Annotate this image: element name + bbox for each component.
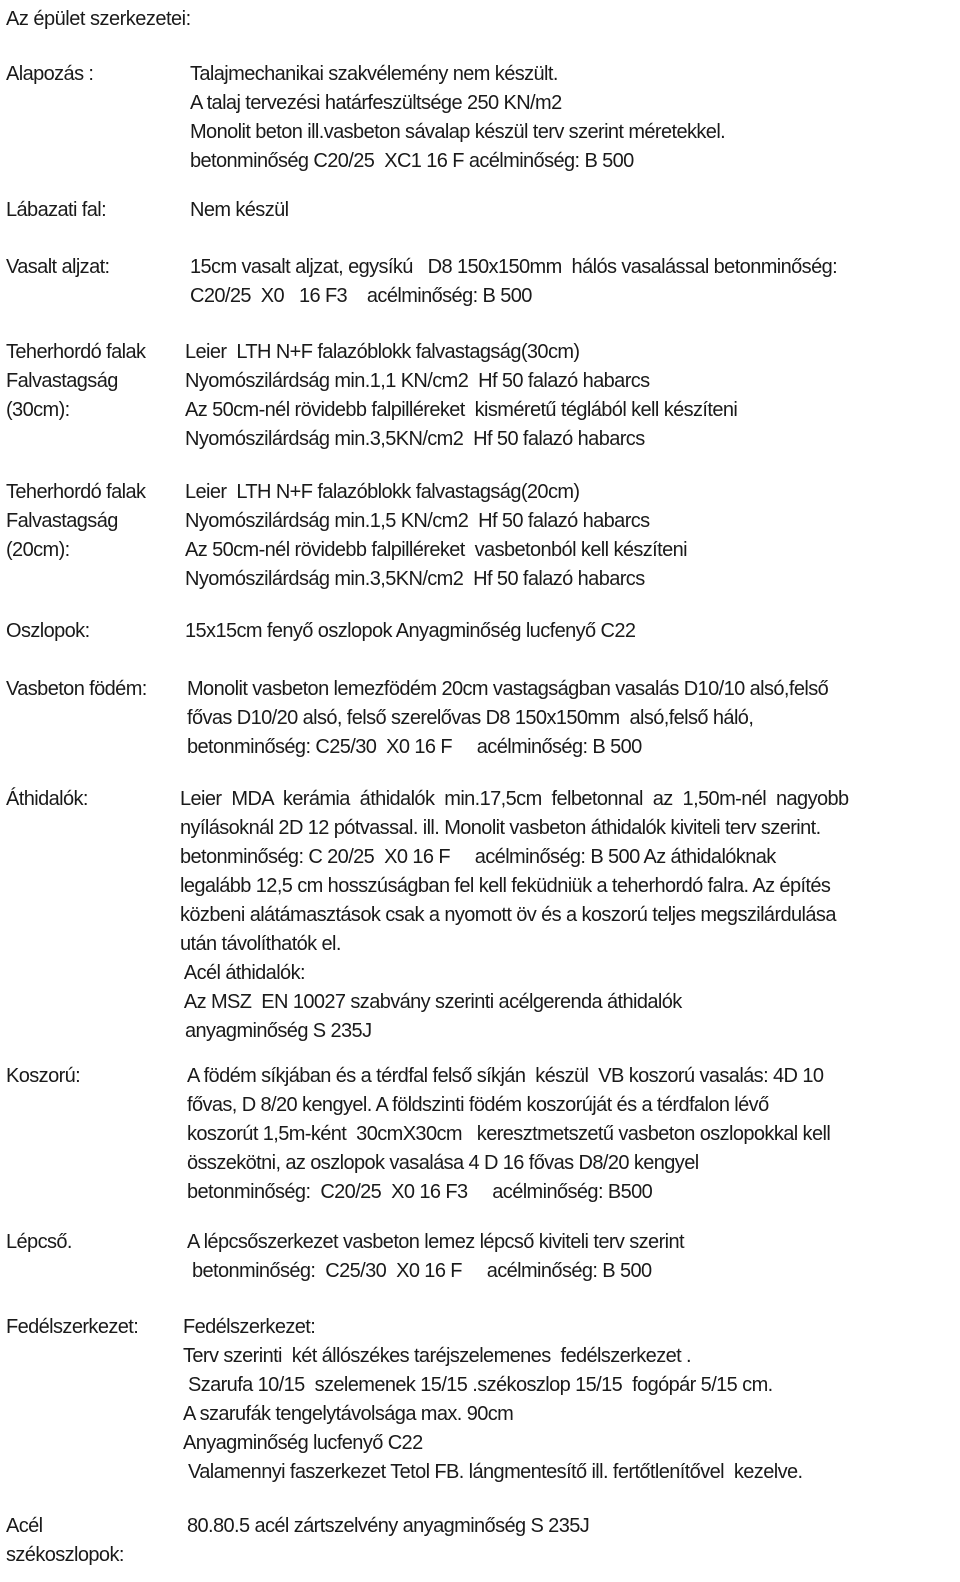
text-line: A talaj tervezési határfeszültsége 250 KN/m2	[190, 92, 562, 114]
text-line: fővas D10/20 alsó, felső szerelővas D8 150x150mm alsó,felső háló,	[187, 707, 754, 729]
text-line: betonminőség: C25/30 X0 16 F acélminőség: B 500	[187, 1260, 652, 1282]
text-line: Fedélszerkezet:	[183, 1316, 316, 1338]
section-text	[190, 60, 725, 176]
text-line: fővas, D 8/20 kengyel. A földszinti födém koszorúját és a térdfalon lévő	[187, 1094, 769, 1116]
text-line: Az MSZ EN 10027 szabvány szerinti acélgerenda áthidalók	[180, 991, 682, 1013]
text-line: C20/25 X0 16 F3 acélminőség: B 500	[190, 285, 532, 307]
text-line: A lépcsőszerkezet vasbeton lemez lépcső kiviteli terv szerint	[187, 1231, 684, 1253]
text-line: Az 50cm-nél rövidebb falpilléreket kisméretű téglából kell készíteni	[185, 399, 738, 421]
page-title: Az épület szerkezetei:	[6, 8, 191, 30]
text-line: betonminőség: C25/30 X0 16 F acélminőség: B 500	[187, 736, 642, 758]
section-label-line: Lépcső.	[6, 1231, 72, 1253]
section-label	[6, 196, 106, 225]
text-line: Leier MDA kerámia áthidalók min.17,5cm felbetonnal az 1,50m-nél nagyobb	[180, 788, 849, 810]
text-line: Nem készül	[190, 199, 289, 221]
section-label-line: (30cm):	[6, 399, 70, 421]
section-label-line: Acél	[6, 1515, 43, 1537]
section-label	[6, 253, 110, 282]
section-text	[185, 338, 737, 454]
text-line: Monolit beton ill.vasbeton sávalap készül terv szerint méretekkel.	[190, 121, 726, 143]
text-line: A födém síkjában és a térdfal felső síkján készül VB koszorú vasalás: 4D 10	[187, 1065, 824, 1087]
section-text	[185, 617, 635, 646]
section-label-line: Teherhordó falak	[6, 481, 146, 503]
section-label-line: Alapozás :	[6, 63, 94, 85]
section-label	[6, 675, 147, 704]
section-label	[6, 1512, 124, 1570]
section-label-line: Vasalt aljzat:	[6, 256, 110, 278]
section-text	[187, 1062, 830, 1207]
text-line: Leier LTH N+F falazóblokk falvastagság(20cm)	[185, 481, 580, 503]
text-line: Nyomószilárdság min.3,5KN/cm2 Hf 50 falazó habarcs	[185, 568, 645, 590]
text-line: 80.80.5 acél zártszelvény anyagminőség S 235J	[187, 1515, 590, 1537]
section-label-line: Fedélszerkezet:	[6, 1316, 139, 1338]
text-line: Talajmechanikai szakvélemény nem készült.	[190, 63, 558, 85]
text-line: összekötni, az oszlopok vasalása 4 D 16 fővas D8/20 kengyel	[187, 1152, 699, 1174]
text-line: Szarufa 10/15 szelemenek 15/15 .székoszlop 15/15 fogópár 5/15 cm.	[183, 1374, 773, 1396]
section-label-line: Lábazati fal:	[6, 199, 107, 221]
text-line: anyagminőség S 235J	[180, 1020, 372, 1042]
text-line: Nyomószilárdság min.1,1 KN/cm2 Hf 50 falazó habarcs	[185, 370, 650, 392]
text-line: Valamennyi faszerkezet Tetol FB. lángmentesítő ill. fertőtlenítővel kezelve.	[183, 1461, 803, 1483]
section-text	[187, 1228, 684, 1286]
section-label	[6, 785, 88, 814]
text-line: után távolíthatók el.	[180, 933, 341, 955]
text-line: Anyagminőség lucfenyő C22	[183, 1432, 423, 1454]
text-line: betonminőség C20/25 XC1 16 F acélminőség: B 500	[190, 150, 634, 172]
section-label	[6, 1228, 72, 1257]
text-line: A szarufák tengelytávolsága max. 90cm	[183, 1403, 514, 1425]
section-label-line: Vasbeton födém:	[6, 678, 147, 700]
section-text	[190, 253, 837, 311]
section-label-line: Teherhordó falak	[6, 341, 146, 363]
section-label	[6, 617, 90, 646]
text-line: 15x15cm fenyő oszlopok Anyagminőség lucfenyő C22	[185, 620, 636, 642]
section-text	[183, 1313, 802, 1487]
text-line: Leier LTH N+F falazóblokk falvastagság(30cm)	[185, 341, 580, 363]
text-line: Terv szerinti két állószékes taréjszelemenes fedélszerkezet .	[183, 1345, 691, 1367]
section-label-line: székoszlopok:	[6, 1544, 124, 1566]
section-label	[6, 1062, 80, 1091]
text-line: betonminőség: C20/25 X0 16 F3 acélminőség: B500	[187, 1181, 653, 1203]
section-label-line: (20cm):	[6, 539, 70, 561]
text-line: legalább 12,5 cm hosszúságban fel kell feküdniük a teherhordó falra. Az építés	[180, 875, 831, 897]
text-line: Nyomószilárdság min.1,5 KN/cm2 Hf 50 falazó habarcs	[185, 510, 650, 532]
text-line: Az 50cm-nél rövidebb falpilléreket vasbetonból kell készíteni	[185, 539, 687, 561]
text-line: Monolit vasbeton lemezfödém 20cm vastagságban vasalás D10/10 alsó,felső	[187, 678, 829, 700]
section-label-line: Falvastagság	[6, 370, 118, 392]
section-label	[6, 1313, 138, 1342]
text-line: nyílásoknál 2D 12 pótvassal. ill. Monolit vasbeton áthidalók kiviteli terv szerint.	[180, 817, 821, 839]
section-text	[187, 1512, 589, 1541]
text-line: koszorút 1,5m-ként 30cmX30cm keresztmetszetű vasbeton oszlopokkal kell	[187, 1123, 831, 1145]
section-label-line: Falvastagság	[6, 510, 118, 532]
section-label	[6, 338, 145, 425]
section-label-line: Áthidalók:	[6, 788, 88, 810]
section-text	[185, 478, 687, 594]
section-label-line: Koszorú:	[6, 1065, 81, 1087]
text-line: Nyomószilárdság min.3,5KN/cm2 Hf 50 falazó habarcs	[185, 428, 645, 450]
section-text	[180, 785, 849, 1046]
text-line: betonminőség: C 20/25 X0 16 F acélminőség: B 500 Az áthidalóknak	[180, 846, 776, 868]
text-line: közbeni alátámasztások csak a nyomott öv és a koszorú teljes megszilárdulása	[180, 904, 836, 926]
text-line: Acél áthidalók:	[180, 962, 305, 984]
section-label	[6, 478, 145, 565]
text-line: 15cm vasalt aljzat, egysíkú D8 150x150mm hálós vasalással betonminőség:	[190, 256, 838, 278]
section-text	[187, 675, 828, 762]
section-label-line: Oszlopok:	[6, 620, 90, 642]
section-text	[190, 196, 288, 225]
section-label	[6, 60, 93, 89]
